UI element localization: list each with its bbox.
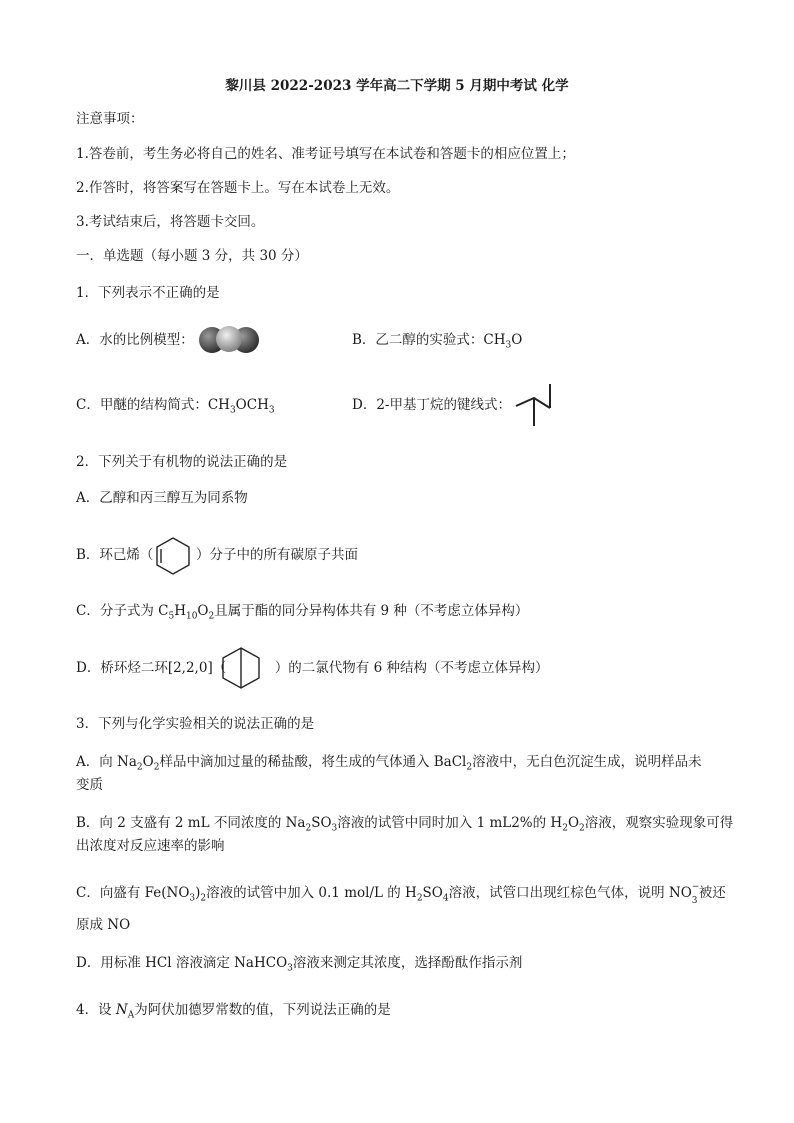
q2-d-post: ）的二氯代物有 6 种结构（不考虑立体异构） [274, 660, 549, 676]
q3-a-s3: 2 [466, 762, 473, 773]
q4-na: N [115, 1002, 128, 1018]
q2-option-a: A．乙醇和丙三醇互为同系物 [76, 490, 248, 506]
q3-c-s3: 2 [416, 893, 423, 904]
q3-a-post: 溶液中，无白色沉淀生成，说明样品未 [472, 754, 702, 770]
q3-b-pre: B．向 2 支盛有 2 mL 不同浓度的 Na [76, 815, 306, 831]
water-space-filling-model-icon [198, 322, 260, 356]
notice-item-2: 2.作答时，将答案写在答题卡上。写在本试卷上无效。 [76, 180, 400, 196]
q2-option-c [76, 601, 528, 621]
q3-option-b-line1 [76, 813, 733, 833]
q1-c-text: C．甲醚的结构简式：CH [76, 397, 230, 413]
question-4-stem [76, 1000, 391, 1020]
q3-option-c-line1: C．向盛有 $Fe(NO_3)_2$溶液的试管中加入 0.1 mol/L 的 $H_2SO_4$溶液，试管口出现红棕色气体，说明 NO − 3 被还 [76, 882, 726, 906]
q3-b-m3: O [567, 815, 580, 831]
q1-option-d [352, 395, 511, 415]
q3-a-pre: A．向 Na [76, 754, 137, 770]
q3-b-s3: 2 [562, 823, 568, 834]
q2-c-s2: 10 [185, 611, 198, 622]
question-1-stem: 1．下列表示不正确的是 [76, 285, 220, 301]
q2-d-pre: D．桥环烃二环[2,2,0]（ [76, 660, 227, 676]
q3-option-b-line2: 出浓度对反应速率的影响 [76, 838, 225, 854]
q2-option-b [76, 545, 358, 565]
q3-c-m4: 溶液，试管口出现红棕色气体，说明 NO [448, 885, 692, 901]
q3-c-s1: 3 [189, 893, 196, 904]
q3-b-post: 溶液，观察实验现象可得 [584, 815, 734, 831]
q1-c-mid: OCH [235, 397, 269, 413]
q3-option-c-line2: 原成 NO [76, 917, 131, 933]
q3-c-s4: 4 [442, 893, 449, 904]
2-methylbutane-skeletal-formula-icon [512, 380, 556, 430]
q2-b-post: ）分子中的所有碳原子共面 [196, 547, 359, 563]
q1-c-sub2: 3 [268, 405, 275, 416]
q2-option-d [76, 658, 548, 678]
q3-a-s1: 2 [136, 762, 143, 773]
q4-pre: 4．设 [76, 1002, 116, 1018]
notice-heading: 注意事项： [76, 111, 144, 127]
q3-d-post: 溶液来测定其浓度，选择酚酞作指示剂 [292, 955, 523, 971]
q1-b-text: B．乙二醇的实验式：CH [352, 332, 506, 348]
q3-c-m3: SO [422, 885, 443, 901]
q1-option-b [352, 330, 522, 350]
q1-option-a [76, 330, 194, 350]
page-title: 黎川县 2022-2023 学年高二下学期 5 月期中考试 化学 [225, 78, 569, 94]
q3-c-post: 被还 [698, 885, 726, 901]
q4-na-sub: A [127, 1010, 135, 1021]
q3-b-m1: SO [311, 815, 332, 831]
q2-b-pre: B．环己烯（ [76, 547, 154, 563]
q1-c-sub1: 3 [229, 405, 236, 416]
q1-option-c [76, 395, 275, 415]
notice-item-1: 1.答卷前，考生务必将自己的姓名、准考证号填写在本试卷和答题卡的相应位置上； [76, 146, 575, 162]
q3-d-pre: D．用标准 HCl 溶液滴定 NaHCO [76, 955, 288, 971]
q2-c-h: H [174, 603, 186, 619]
q1-b-post: O [511, 332, 523, 348]
q1-option-a-label: A．水的比例模型： [76, 332, 194, 348]
q2-c-post: 且属于酯的同分异构体共有 9 种（不考虑立体异构） [214, 603, 529, 619]
q3-b-m2: 溶液的试管中同时加入 1 mL2%的 H [337, 815, 563, 831]
q3-c-pre: C．向盛有 Fe(NO [76, 885, 190, 901]
bicyclo-hexane-structure-icon [219, 646, 263, 690]
q3-c-m1: ) [195, 885, 201, 901]
q2-c-pre: C．分子式为 C [76, 603, 169, 619]
notice-item-3: 3.考试结束后，将答题卡交回。 [76, 214, 265, 230]
q3-a-m2: 样品中滴加过量的稀盐酸，将生成的气体通入 BaCl [159, 754, 467, 770]
q4-post: 为阿伏加德罗常数的值，下列说法正确的是 [134, 1002, 391, 1018]
question-3-stem: 3．下列与化学实验相关的说法正确的是 [76, 716, 315, 732]
q3-b-s1: 2 [305, 823, 312, 834]
q3-option-a-line2: 变质 [76, 777, 103, 793]
q3-option-a-line1 [76, 752, 702, 772]
q2-c-s3: 2 [208, 611, 215, 622]
q3-b-s4: 2 [579, 823, 585, 834]
q3-b-s2: 3 [331, 823, 338, 834]
question-2-stem: 2．下列关于有机物的说法正确的是 [76, 454, 288, 470]
q1-d-text: D．2-甲基丁烷的键线式： [352, 397, 511, 413]
q3-c-m2: 溶液的试管中加入 0.1 mol/L 的 H [206, 885, 417, 901]
q2-c-s1: 5 [168, 611, 175, 622]
q3-a-m1: O [142, 754, 154, 770]
q1-b-sub: 3 [505, 340, 512, 351]
q2-c-o: O [197, 603, 209, 619]
section-heading: 一．单选题（每小题 3 分，共 30 分） [76, 248, 308, 264]
q3-d-sub: 3 [287, 963, 293, 974]
q3-c-s2: 2 [200, 893, 207, 904]
cyclohexene-structure-icon [155, 536, 191, 576]
q3-a-s2: 2 [153, 762, 160, 773]
q3-option-d [76, 953, 522, 973]
